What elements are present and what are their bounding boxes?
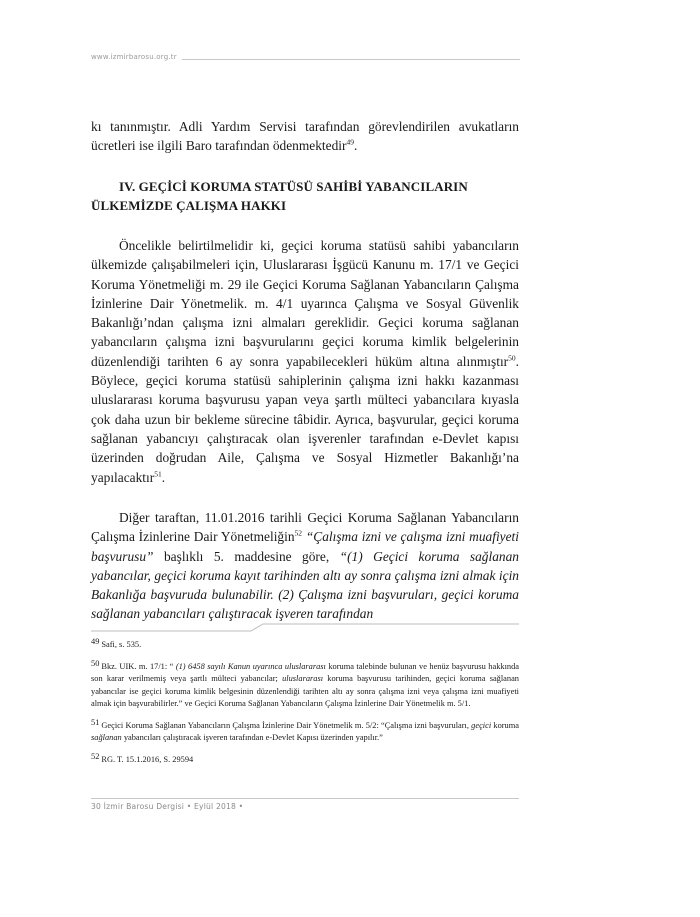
paragraph-2-part2: . Böylece, geçici koruma statüsü sahiplerinin çalışma izni hakkı kazanması uluslararası koruma başvurusu yapan veya şartlı mülteci yabancılara kıyasla çok daha uzun bir bekleme sürecine tâbidir. Ayrıca, başvurular, geçici koruma sağlanan yabancıyı çalıştıracak olan işverenler tarafından e-Devlet kapısı üzerinden doğrudan Aile, Çalışma ve Sosyal Hizmetler Bakanlığı’na yapılacaktır <box>91 353 519 485</box>
footnote-ref-51[interactable]: 51 <box>154 469 162 479</box>
footnote-text-italic: sağlanan <box>91 733 122 743</box>
paragraph-1-text: kı tanınmıştır. Adli Yardım Servisi tarafından görevlendirilen avukatların ücretleri ise ilgili Baro tarafından ödenmektedir <box>91 119 519 154</box>
footnotes <box>91 636 519 774</box>
paragraph-2-end: . <box>161 469 166 485</box>
footnote-number: 51 <box>91 718 100 728</box>
header-divider <box>182 59 520 60</box>
footnote-text: yabancıları çalıştıracak işveren tarafından e-Devlet Kapısı üzerinden yapılır.” <box>121 733 383 743</box>
footnote-number: 50 <box>91 659 100 669</box>
footnote-number: 49 <box>91 637 100 646</box>
paragraph-1-end: . <box>353 138 358 154</box>
footnote-text-italic: geçici <box>471 721 492 731</box>
paragraph-continuation <box>91 117 519 156</box>
footer-page-info: 30 İzmir Barosu Dergisi • Eylül 2018 • <box>91 802 244 811</box>
footnote-52 <box>91 751 519 766</box>
footnote-separator <box>91 623 519 637</box>
footnote-text: RG. T. 15.1.2016, S. 29594 <box>101 755 194 765</box>
footnote-ref-52[interactable]: 52 <box>294 528 303 538</box>
section-heading: IV. GEÇİCİ KORUMA STATÜSÜ SAHİBİ YABANCILARIN ÜLKEMİZDE ÇALIŞMA HAKKI <box>91 179 468 213</box>
footnote-49 <box>91 636 519 651</box>
footnote-text: koruma <box>491 721 519 731</box>
paragraph-3-quote2: “(1) Geçici koruma sağlanan yabancılar, geçici koruma kayıt tarihinden altı ay sonra çalışma izni almak için Bakanlığa başvuruda bulunabilir. (2) Çalışma izni başvuruları, geçici koruma sağlanan yabancıları çalıştıracak işveren tarafından <box>91 548 519 622</box>
footnote-text: koruma başvurusu tarihinden, geçici koruma sağlanan yabancılar ise geçici koruma kimlik belgesinin düzenlendiği tarihten altı ay sonra çalışma izni veya çalışma izni muafiyeti almak için başvurabilirler.” ve Geçici Koruma Sağlanan Yabancıların Çalışma İzinlerine Dair Yönetmelik m. 5/1. <box>91 674 519 708</box>
footnote-ref-49[interactable]: 49 <box>346 137 354 147</box>
footnote-text-italic: uluslararası <box>282 674 324 684</box>
footnote-text-italic: (1) 6458 sayılı Kanun uyarınca uluslararası <box>175 662 326 672</box>
paragraph-3-part2: başlıklı 5. maddesine göre, <box>153 548 340 564</box>
paragraph-2 <box>91 236 519 487</box>
footnote-51 <box>91 717 519 744</box>
paragraph-3-part1: Diğer taraftan, 11.01.2016 tarihli Geçici Koruma Sağlanan Yabancıların Çalışma İzinlerine Dair Yönetmeliğin <box>91 510 519 545</box>
footnote-ref-50[interactable]: 50 <box>508 353 516 363</box>
footnote-50 <box>91 658 519 710</box>
footer-divider <box>91 798 519 799</box>
footnote-text: Geçici Koruma Sağlanan Yabancıların Çalışma İzinlerine Dair Yönetmelik m. 5/2: “Çalışma izni başvuruları, <box>101 721 472 731</box>
paragraph-3 <box>91 508 519 624</box>
footnote-text: Safi, s. 535. <box>101 640 142 649</box>
footnote-text: Bkz. UIK. m. 17/1: “ <box>101 662 176 672</box>
footnote-text: koruma talebinde bulunan ve henüz başvurusu hakkında son karar verilmemiş veya şartlı mülteci yabancılar; <box>91 662 519 684</box>
paragraph-2-part1: Öncelikle belirtilmelidir ki, geçici koruma statüsü sahibi yabancıların ülkemizde çalışabilmeleri için, Uluslararası İşgücü Kanunu m. 17/1 ve Geçici Koruma Yönetmeliği m. 29 ile Geçici Koruma Sağlanan Yabancıların Çalışma İzinlerine Dair Yönetmelik. m. 4/1 uyarınca Çalışma ve Sosyal Güvenlik Bakanlığı’ndan çalışma izni almaları gereklidir. Geçici koruma sağlanan yabancıların çalışma izni başvurularını geçici koruma kimlik belgelerinin düzenlendiği tarihten 6 ay sonra yapabilecekleri hüküm altına alınmıştır <box>91 238 519 369</box>
paragraph-3-quote1: “Çalışma izni ve çalışma izni muafiyeti başvurusu” <box>91 529 519 564</box>
header-url: www.izmirbarosu.org.tr <box>91 53 177 61</box>
footnote-number: 52 <box>91 752 100 762</box>
